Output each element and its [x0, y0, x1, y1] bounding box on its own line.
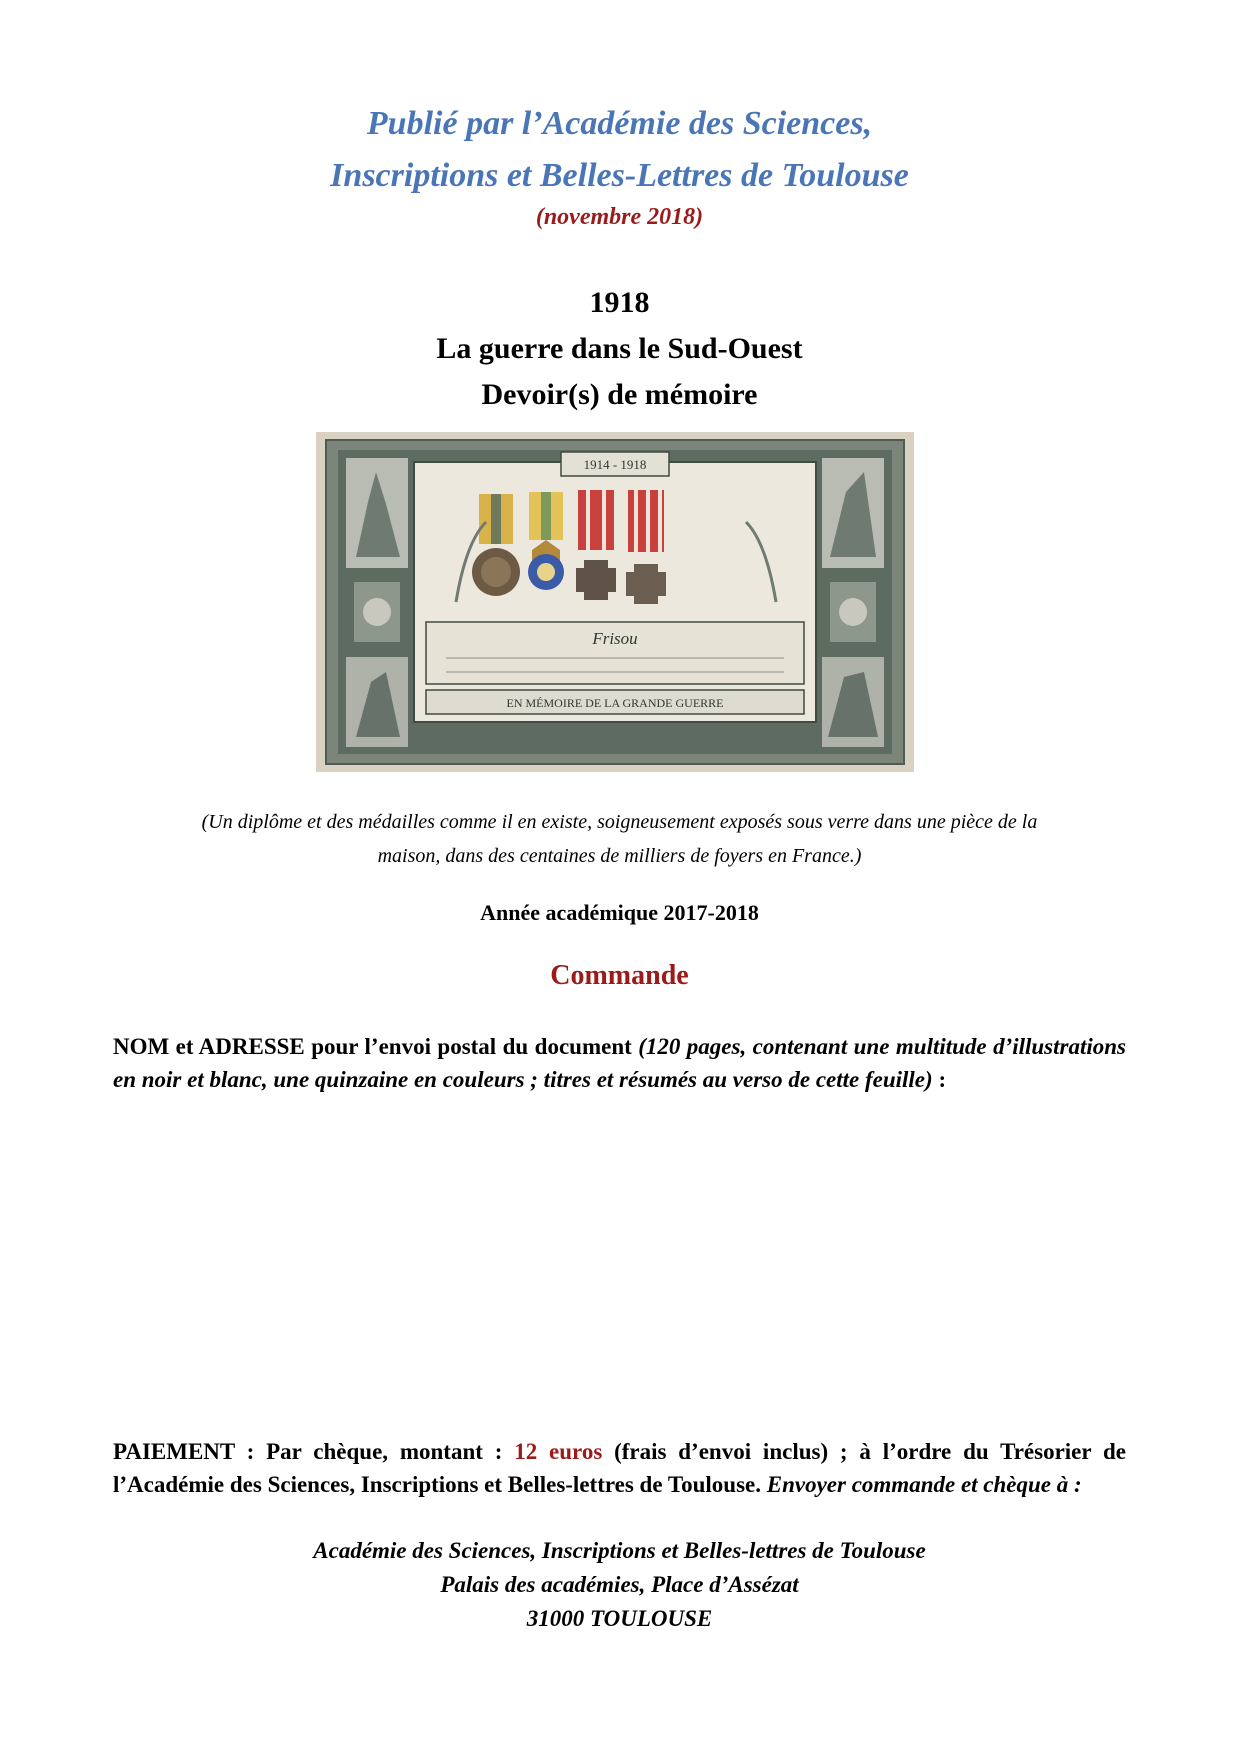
title-line-2: La guerre dans le Sud-Ouest [436, 332, 803, 365]
payment-label: PAIEMENT : Par chèque, montant : [113, 1439, 515, 1464]
caption-line-1: (Un diplôme et des médailles comme il en existe, soigneusement exposés sous verre dans une pièce de la [201, 811, 1038, 833]
publisher-line-1: Publié par l’Académie des Sciences, [366, 105, 873, 142]
payment-details: (frais d’envoi inclus) ; à l’ordre du Trésorier de l’Académie des Sciences, Inscriptions et Belles-lettres de Toulouse. [113, 1439, 1126, 1497]
order-instructions [113, 1030, 1126, 1096]
title-line-1: 1918 [589, 286, 650, 319]
diploma-name-text: Frisou [592, 629, 638, 648]
left-ornament [346, 458, 408, 747]
publisher-line-2: Inscriptions et Belles-Lettres de Toulouse [330, 157, 909, 194]
address-line-2: Palais des académies, Place d’Assézat [440, 1572, 799, 1597]
title-line-3: Devoir(s) de mémoire [481, 378, 758, 411]
payment-amount: 12 euros [514, 1439, 603, 1464]
frame-dates-text: 1914 - 1918 [583, 457, 647, 472]
caption-line-2: maison, dans des centaines de milliers de foyers en France.) [377, 845, 862, 867]
order-details: (120 pages, contenant une multitude d’illustrations en noir et blanc, une quinzaine en couleurs ; titres et résumés au verso de cette feuille) [113, 1034, 1126, 1092]
diploma-medals-photo [316, 432, 914, 772]
order-label-end: : [932, 1067, 947, 1092]
order-label: NOM et ADRESSE pour l’envoi postal du document [113, 1034, 632, 1059]
order-heading: Commande [550, 960, 689, 991]
photo-caption [120, 805, 1119, 873]
right-ornament [822, 458, 884, 747]
payment-send-to: Envoyer commande et chèque à : [766, 1472, 1082, 1497]
address-line-1: Académie des Sciences, Inscriptions et Belles-lettres de Toulouse [313, 1538, 926, 1563]
address-line-3: 31000 TOULOUSE [526, 1606, 713, 1631]
mailing-address [0, 1534, 1239, 1636]
academic-year: Année académique 2017-2018 [480, 900, 759, 925]
publisher-heading [0, 98, 1239, 202]
publication-date: (novembre 2018) [535, 204, 704, 230]
diploma-banner-text: EN MÉMOIRE DE LA GRANDE GUERRE [506, 696, 724, 710]
document-title [0, 280, 1239, 418]
payment-instructions [113, 1435, 1126, 1501]
